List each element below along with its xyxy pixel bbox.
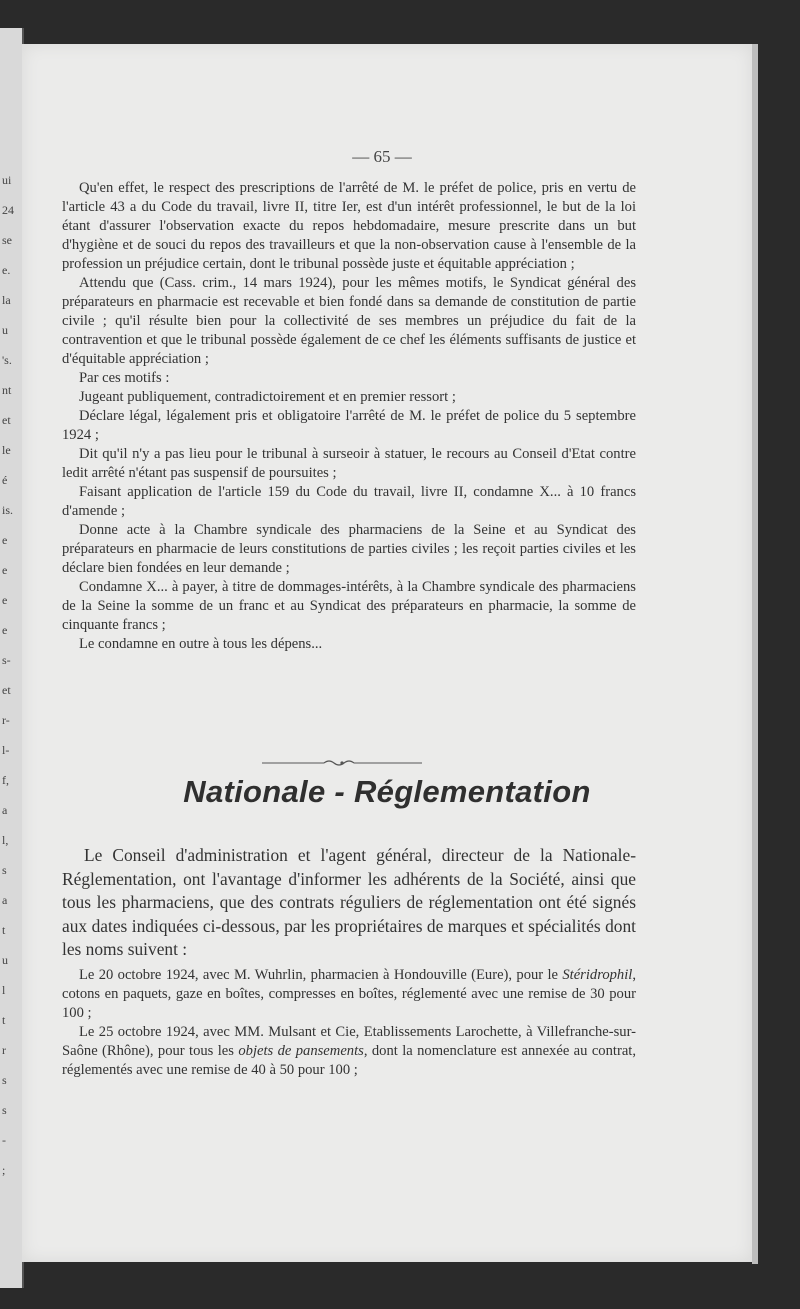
list-item: Le 20 octobre 1924, avec M. Wuhrlin, pharmacien à Hondouville (Eure), pour le Stéridrophil, cotons en paquets, gaze en boîtes, compresses en boîtes, réglementé avec une remise de 30 pour 100 ; [62, 967, 636, 1021]
margin-fragment: la [2, 293, 11, 307]
paragraph: Par ces motifs : [79, 370, 170, 386]
page-number: — 65 — [352, 147, 412, 166]
margin-fragment: se [2, 233, 12, 247]
left-page-edge [0, 28, 24, 1288]
margin-fragment: u [2, 323, 8, 337]
margin-fragment: l- [2, 743, 10, 757]
margin-fragment: ; [2, 1163, 6, 1177]
section-intro: Le Conseil d'administration et l'agent général, directeur de la Nationale-Réglementation, ont l'avantage d'informer les adhérents de la Société, ainsi que tous les pharmaciens, que des contrats réguliers de réglementation ont été signés aux dates indiquées ci-dessous, par les propriétaires de marques et spécialités dont les noms suivent : [62, 845, 636, 960]
margin-fragment: a [2, 893, 8, 907]
margin-fragment: f, [2, 773, 9, 787]
margin-fragment: r- [2, 713, 10, 727]
document-page [22, 44, 752, 1262]
margin-fragment: s- [2, 653, 11, 667]
margin-fragment: e [2, 623, 8, 637]
margin-fragment: 's. [2, 353, 12, 367]
section-title: Nationale - Réglementation [183, 774, 591, 809]
margin-fragment: - [2, 1133, 6, 1147]
margin-fragment: é [2, 473, 8, 487]
product-name: Stéridrophil [562, 967, 633, 983]
paragraph: Le condamne en outre à tous les dépens... [79, 636, 323, 652]
margin-fragment: r [2, 1043, 6, 1057]
paragraph: Jugeant publiquement, contradictoirement et en premier ressort ; [79, 389, 456, 405]
margin-fragment: nt [2, 383, 12, 397]
margin-fragment: u [2, 953, 8, 967]
section-divider-ornament [262, 758, 422, 768]
margin-fragment: s [2, 863, 7, 877]
margin-fragment: e [2, 593, 8, 607]
margin-fragment: e [2, 563, 8, 577]
list-item: Le 25 octobre 1924, avec MM. Mulsant et Cie, Etablissements Larochette, à Villefranche-sur-Saône (Rhône), pour tous les objets de pansements, dont la nomenclature est annexée au contrat, réglementés avec une remise de 40 à 50 pour 100 ; [62, 1024, 636, 1078]
margin-fragment: le [2, 443, 11, 457]
margin-fragment: et [2, 413, 11, 427]
paragraph: Qu'en effet, le respect des prescriptions de l'arrêté de M. le préfet de police, pris en vertu de l'article 43 a du Code du travail, livre II, titre Ier, est d'un intérêt professionnel, le but de la loi étant d'assurer l'observation exacte du repos hebdomadaire, mesure prescrite dans un but d'hygiène et de souci du repos des travailleurs et que la non-observation cause à l'ensemble de la profession un préjudice certain, dont le tribunal possède juste et équitable appréciation ; [62, 180, 636, 272]
judgment-text [62, 179, 636, 654]
margin-fragment: l, [2, 833, 9, 847]
margin-fragment: 24 [2, 203, 14, 217]
margin-fragment: s [2, 1103, 7, 1117]
margin-fragment: et [2, 683, 11, 697]
contract-entries [62, 966, 636, 1080]
paragraph: Attendu que (Cass. crim., 14 mars 1924), pour les mêmes motifs, le Syndicat général des préparateurs en pharmacie est recevable et bien fondé dans sa demande de constitution de partie civile ; qu'il résulte bien pour la collectivité de ses membres un préjudice du fait de la contravention et que le tribunal possède également de ce chef les éléments suffisants de justice et d'équitable appréciation ; [62, 275, 636, 367]
margin-fragment: t [2, 1013, 6, 1027]
margin-fragment: l [2, 983, 6, 997]
page-right-edge [752, 44, 758, 1264]
margin-fragment: s [2, 1073, 7, 1087]
margin-fragment: e. [2, 263, 11, 277]
paragraph: Condamne X... à payer, à titre de dommages-intérêts, à la Chambre syndicale des pharmaciens de la Seine la somme de un franc et au Syndicat des préparateurs en pharmacie, la somme de cinquante francs ; [62, 579, 636, 633]
paragraph: Dit qu'il n'y a pas lieu pour le tribunal à surseoir à statuer, le recours au Conseil d'Etat contre ledit arrêté n'étant pas suspensif de poursuites ; [62, 446, 636, 481]
margin-fragment: e [2, 533, 8, 547]
paragraph: Faisant application de l'article 159 du Code du travail, livre II, condamne X... à 10 francs d'amende ; [62, 484, 636, 519]
paragraph: Déclare légal, légalement pris et obligatoire l'arrêté de M. le préfet de police du 5 septembre 1924 ; [62, 408, 636, 443]
paragraph: Donne acte à la Chambre syndicale des pharmaciens de la Seine et au Syndicat des préparateurs en pharmacie de leurs constitutions de parties civiles ; les reçoit parties civiles et les déclare bien fondées en leur demande ; [62, 522, 636, 576]
margin-fragment: is. [2, 503, 14, 517]
margin-fragment: t [2, 923, 6, 937]
margin-fragment: ui [2, 173, 12, 187]
product-name: objets de pansements [238, 1043, 364, 1059]
margin-fragment: a [2, 803, 8, 817]
